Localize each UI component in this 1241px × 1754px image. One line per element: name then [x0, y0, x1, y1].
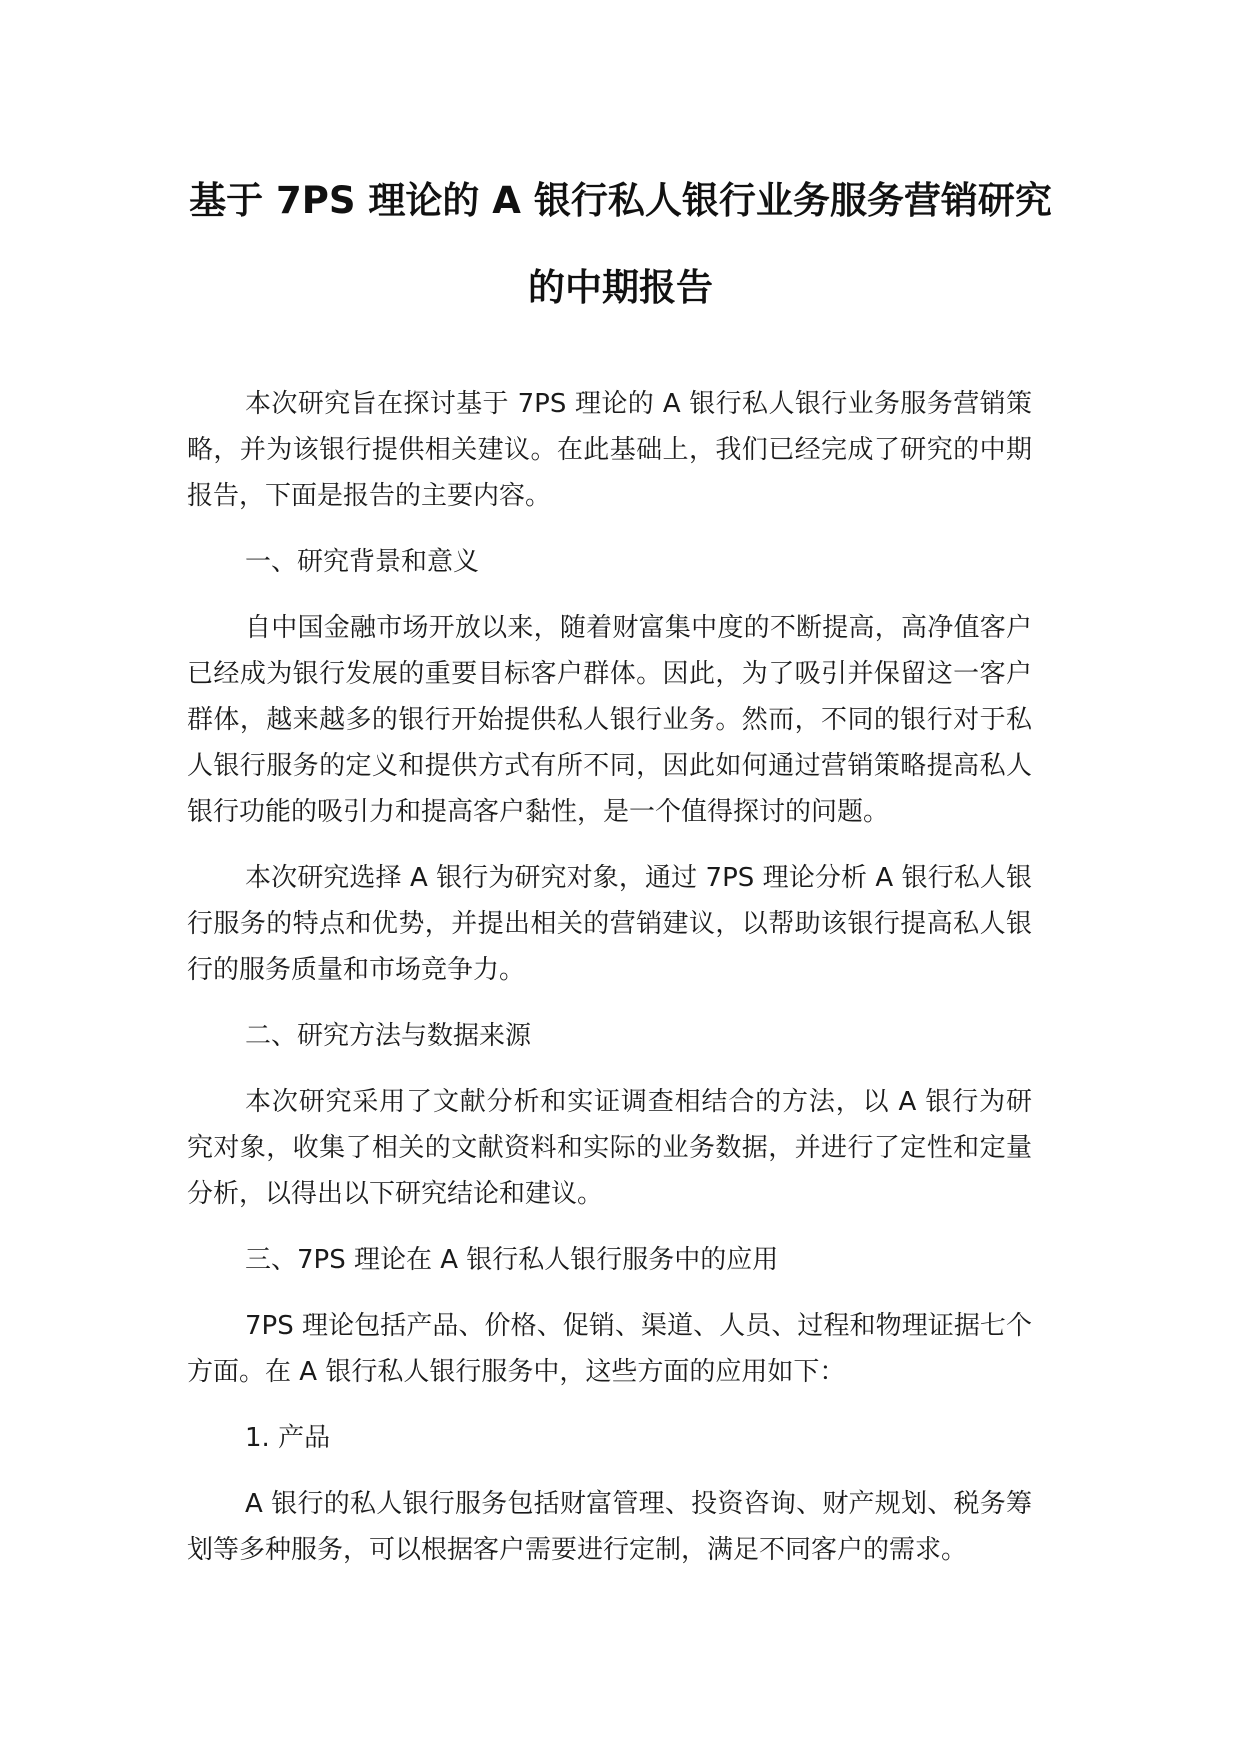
section-heading-application: 三、7PS 理论在 A 银行私人银行服务中的应用: [245, 1245, 779, 1275]
document-title-line-1: 基于 7PS 理论的 A 银行私人银行业务服务营销研究: [189, 179, 1052, 222]
theory-paragraph: 7PS 理论包括产品、价格、促销、渠道、人员、过程和物理证据七个方面。在 A 银行私人银行服务中，这些方面的应用如下：: [187, 1311, 1032, 1387]
research-object-paragraph: 本次研究选择 A 银行为研究对象，通过 7PS 理论分析 A 银行私人银行服务的特点和优势，并提出相关的营销建议，以帮助该银行提高私人银行的服务质量和市场竞争力。: [187, 863, 1032, 985]
subheading-product: 1. 产品: [245, 1423, 331, 1453]
intro-paragraph: 本次研究旨在探讨基于 7PS 理论的 A 银行私人银行业务服务营销策略，并为该银行提供相关建议。在此基础上，我们已经完成了研究的中期报告，下面是报告的主要内容。: [187, 389, 1032, 511]
document-title-line-2: 的中期报告: [528, 266, 713, 309]
background-paragraph: 自中国金融市场开放以来，随着财富集中度的不断提高，高净值客户已经成为银行发展的重要目标客户群体。因此，为了吸引并保留这一客户群体，越来越多的银行开始提供私人银行业务。然而，不同的银行对于私人银行服务的定义和提供方式有所不同，因此如何通过营销策略提高私人银行功能的吸引力和提高客户黏性，是一个值得探讨的问题。: [187, 613, 1032, 827]
document-body: [187, 381, 1032, 1573]
product-paragraph: A 银行的私人银行服务包括财富管理、投资咨询、财产规划、税务筹划等多种服务，可以根据客户需要进行定制，满足不同客户的需求。: [187, 1489, 1032, 1565]
section-heading-background: 一、研究背景和意义: [245, 547, 480, 577]
methods-paragraph: 本次研究采用了文献分析和实证调查相结合的方法，以 A 银行为研究对象，收集了相关的文献资料和实际的业务数据，并进行了定性和定量分析，以得出以下研究结论和建议。: [187, 1087, 1032, 1209]
section-heading-methods: 二、研究方法与数据来源: [245, 1021, 532, 1051]
